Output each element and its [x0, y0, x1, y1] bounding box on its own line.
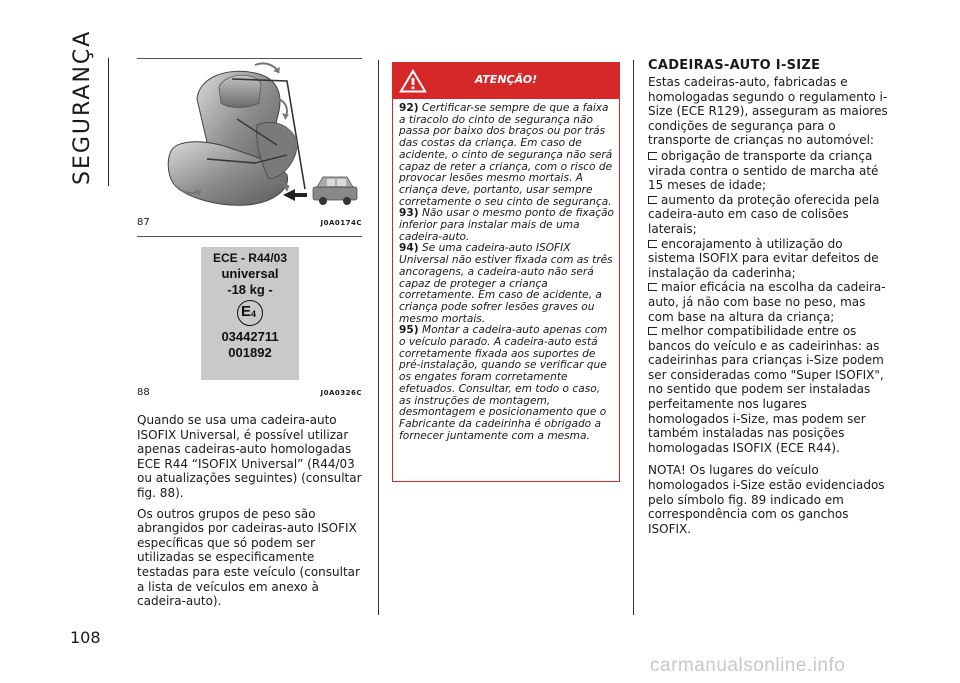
warning-item: 95) Montar a cadeira-auto apenas com o veículo parado. A cadeira-auto está corretamente fixada aos suportes de pré-instalação, quando se verificar que os engates foram corretamente efetuados. Consultar, em todo o caso, as instruções de montagem, desmontagem e posicionamento que o Fabricante da cadeirinha é obrigado a fornecer juntamente com a mesma.: [399, 324, 608, 442]
list-item: encorajamento à utilização do sistema ISOFIX para evitar defeitos de instalação da caderinha;: [648, 236, 879, 280]
figure-number: 88: [137, 387, 150, 398]
section-heading: CADEIRAS-AUTO I-SIZE: [648, 58, 821, 73]
child-seat-illustration: [137, 59, 362, 211]
warning-item: 93) Não usar o mesmo ponto de fixação inferior para instalar mais de uma cadeira-auto.: [399, 207, 614, 243]
figure-code: J0A0174C: [320, 219, 362, 227]
figure-caption: [137, 387, 362, 398]
paragraph: Quando se usa uma cadeira-auto ISOFIX Universal, é possível utilizar apenas cadeiras-auto homologadas ECE R44 “ISOFIX Universal” (R44/03 ou atualizações seguintes) (consultar fig. 88).: [137, 413, 362, 500]
section-divider: [108, 58, 109, 186]
figure-code: J0A0326C: [320, 389, 362, 397]
watermark: carmanualsonline.info: [650, 655, 846, 676]
bullet-icon: [648, 240, 657, 248]
warning-box: [392, 62, 620, 482]
list-item: aumento da proteção oferecida pela cadeira-auto em caso de colisões laterais;: [648, 192, 880, 236]
list-item: maior eficácia na escolha da cadeira-auto, já não com base no peso, mas com base na altura da criança;: [648, 280, 886, 324]
warning-item: 92) Certificar-se sempre de que a faixa a tiracolo do cinto de segurança não passa por baixo dos braços ou por trás das costas da criança. Em caso de acidente, o cinto de segurança não será capaz de reter a criança, com o risco de provocar lesões mesmo mortais. A criança deve, portanto, usar sempre corretamente o seu cinto de segurança.: [399, 102, 613, 208]
car-icon: [313, 177, 357, 205]
column-3-text: [648, 58, 888, 542]
warning-item: 94) Se uma cadeira-auto ISOFIX Universal não estiver fixada com as três ancoragens, a cadeira-auto não será capaz de proteger a criança corretamente. Em caso de acidente, a criança pode sofrer lesões graves ou mesmo mortais.: [399, 242, 613, 325]
ece-universal: universal: [221, 266, 279, 281]
column-1-text: [137, 413, 369, 615]
column-divider: [633, 60, 634, 615]
page-number: 108: [70, 628, 101, 647]
section-title: SEGURANÇA: [70, 29, 95, 185]
ece-label-area: [137, 237, 362, 385]
ece-weight: -18 kg -: [227, 282, 273, 297]
figure-88: [137, 236, 362, 398]
ece-serial-number: 001892: [228, 345, 272, 360]
ece-label: [201, 247, 299, 380]
figure-87: [137, 58, 362, 228]
warning-header: [393, 63, 619, 99]
note-paragraph: NOTA! Os lugares do veículo homologados i-Size estão evidenciados pelo símbolo fig. 89 indicado em correspondência com os ganchos ISOFIX.: [648, 463, 885, 536]
bullet-icon: [648, 327, 657, 335]
warning-body: [393, 99, 619, 442]
figure-number: 87: [137, 217, 150, 228]
column-divider: [378, 60, 379, 615]
bullet-icon: [648, 152, 657, 160]
e-mark-icon: E 4: [237, 300, 263, 326]
figure-caption: [137, 217, 362, 228]
bullet-icon: [648, 283, 657, 291]
ece-approval-number: 03442711: [221, 329, 279, 344]
paragraph: Estas cadeiras-auto, fabricadas e homologadas segundo o regulamento i-Size (ECE R129), asseguram as maiores condições de segurança para o transporte de crianças no automóvel:: [648, 75, 888, 148]
paragraph: Os outros grupos de peso são abrangidos por cadeiras-auto ISOFIX específicas que só podem ser utilizadas se especificamente testadas para este veículo (consultar a lista de veículos em anexo à cadeira-auto).: [137, 506, 360, 609]
warning-title: ATENÇÃO!: [474, 73, 538, 86]
ece-regulation: ECE - R44/03: [212, 251, 288, 265]
bullet-icon: [648, 196, 657, 204]
list-item: obrigação de transporte da criança virada contra o sentido de marcha até 15 meses de idade;: [648, 148, 879, 193]
list-item: melhor compatibilidade entre os bancos do veículo e as cadeirinhas: as cadeirinhas para crianças i-Size podem ser consideradas como "Super ISOFIX", no sentido que podem ser instaladas perfeitamente nos lugares homologados i-Size, mas podem ser também instaladas nas posições homologadas ISOFIX (ECE R44).: [648, 324, 884, 455]
